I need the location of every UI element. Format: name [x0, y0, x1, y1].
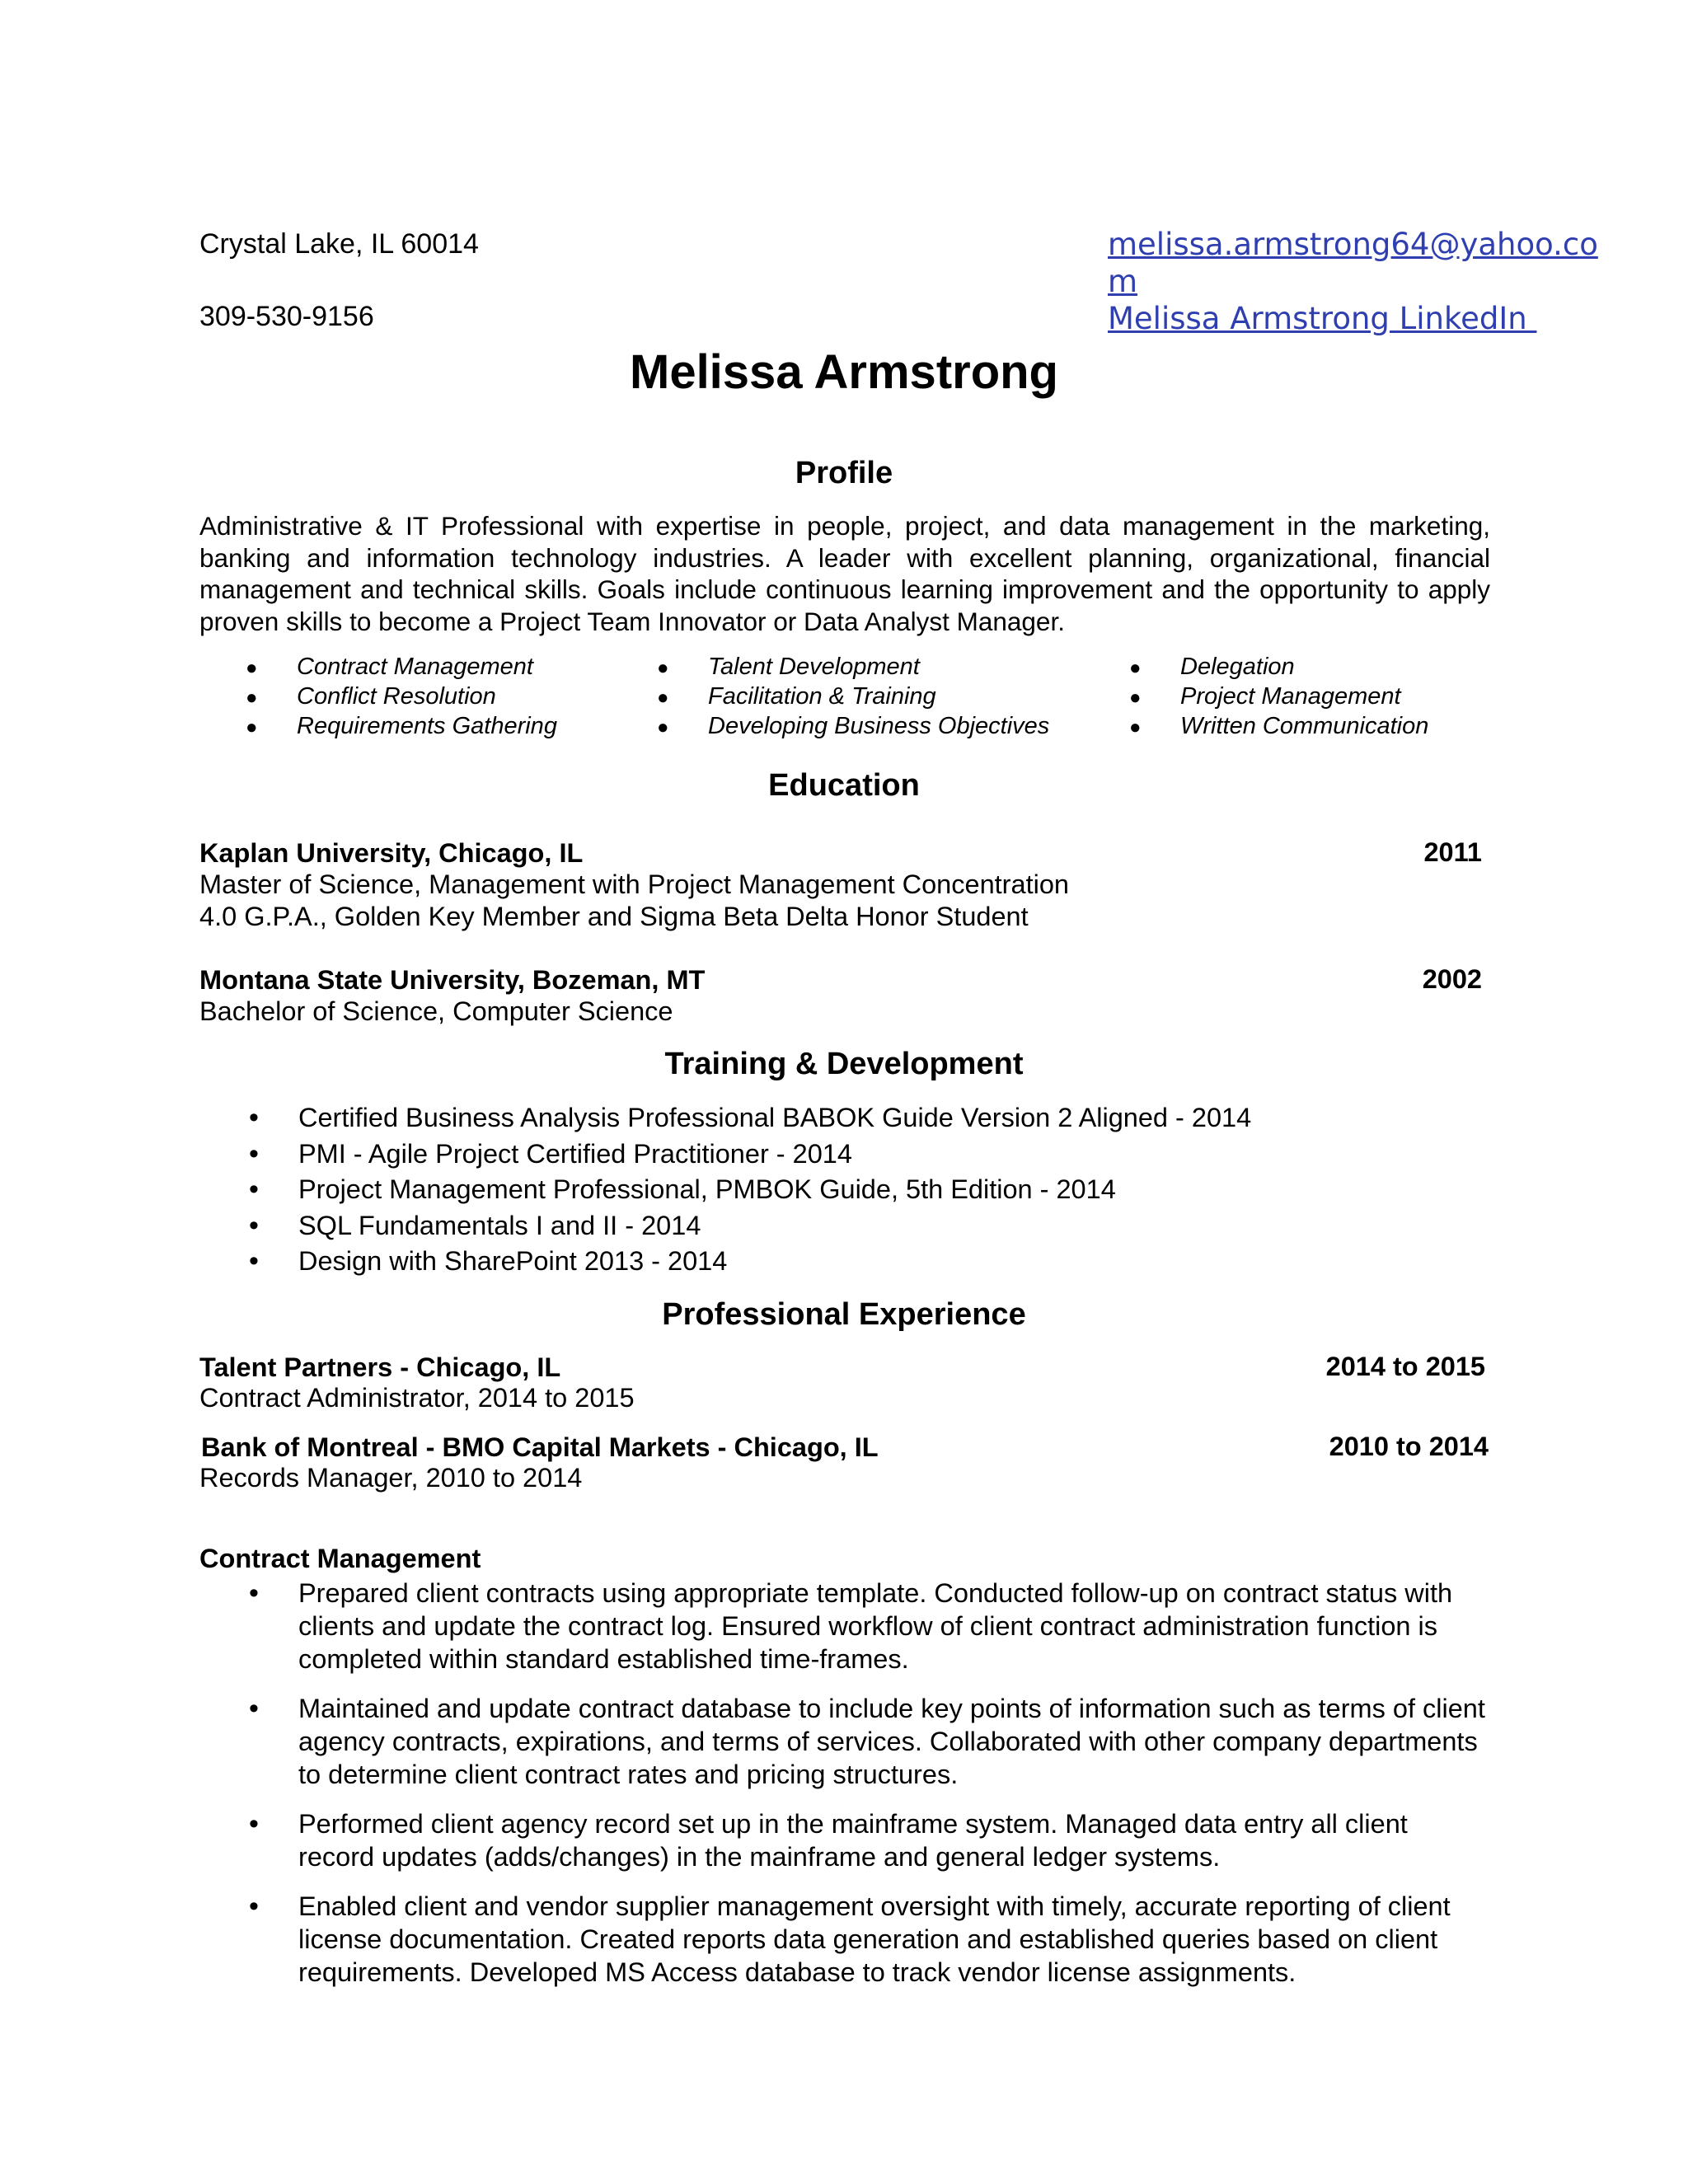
list-item: • Certified Business Analysis Professional BABOK Guide Version 2 Aligned - 2014 — [199, 1100, 1518, 1137]
skill-item: ● Delegation — [1129, 653, 1428, 682]
list-item: • Performed client agency record set up in the mainframe system. Managed data entry all client record updates (adds/changes) in the mainframe and general ledger systems. — [199, 1807, 1490, 1873]
skill-item: ● Requirements Gathering — [246, 712, 557, 742]
education-school: Montana State University, Bozeman, MT — [199, 965, 706, 995]
location-text: Crystal Lake, IL 60014 — [199, 228, 479, 260]
email-link-line1[interactable]: melissa.armstrong64@yahoo.co — [1108, 227, 1598, 262]
list-item: • Design with SharePoint 2013 - 2014 — [199, 1244, 1518, 1280]
list-item: • SQL Fundamentals I and II - 2014 — [199, 1208, 1518, 1244]
education-honors: 4.0 G.P.A., Golden Key Member and Sigma Beta Delta Honor Student — [199, 902, 1029, 931]
skill-item: ● Talent Development — [657, 653, 1049, 682]
candidate-name: Melissa Armstrong — [630, 345, 1058, 399]
email-link-line2[interactable]: m — [1108, 264, 1138, 299]
education-school: Kaplan University, Chicago, IL — [199, 838, 584, 868]
skill-item: ● Facilitation & Training — [657, 682, 1049, 712]
profile-heading: Profile — [795, 456, 893, 490]
job-company: Talent Partners - Chicago, IL — [199, 1352, 561, 1382]
contact-links — [1108, 226, 1598, 337]
skill-item: ● Project Management — [1129, 682, 1428, 712]
bullet-icon — [246, 653, 297, 682]
skills-column-2 — [657, 653, 1049, 742]
training-heading: Training & Development — [664, 1047, 1024, 1081]
list-item: • Project Management Professional, PMBOK Guide, 5th Edition - 2014 — [199, 1172, 1518, 1208]
education-year: 2002 — [1422, 964, 1482, 994]
bullet-icon — [1129, 682, 1180, 712]
skill-item: ● Conflict Resolution — [246, 682, 557, 712]
experience-heading: Professional Experience — [662, 1297, 1026, 1332]
phone-text: 309-530-9156 — [199, 301, 374, 332]
job-years: 2014 to 2015 — [1325, 1352, 1485, 1381]
bullet-icon — [246, 682, 297, 712]
list-item: • Enabled client and vendor supplier management oversight with timely, accurate reporting of client license documentation. Created reports data generation and established queries based on client requirements. Developed MS Access database to track vendor license assignments. — [199, 1890, 1490, 1989]
experience-subheading: Contract Management — [199, 1544, 481, 1573]
bullet-icon — [657, 712, 708, 742]
skill-item: ● Developing Business Objectives — [657, 712, 1049, 742]
linkedin-link[interactable]: Melissa Armstrong LinkedIn — [1108, 301, 1537, 336]
job-role: Contract Administrator, 2014 to 2015 — [199, 1383, 635, 1413]
job-company: Bank of Montreal - BMO Capital Markets - Chicago, IL — [201, 1432, 879, 1462]
experience-bullets — [199, 1577, 1490, 2005]
education-year: 2011 — [1423, 837, 1482, 867]
list-item: • Maintained and update contract database to include key points of information such as terms of client agency contracts, expirations, and terms of services. Collaborated with other company departments to determine client contract rates and pricing structures. — [199, 1692, 1490, 1791]
bullet-icon — [246, 712, 297, 742]
bullet-icon — [1129, 712, 1180, 742]
bullet-icon — [657, 653, 708, 682]
job-role: Records Manager, 2010 to 2014 — [199, 1463, 583, 1493]
job-years: 2010 to 2014 — [1329, 1432, 1489, 1461]
bullet-icon — [657, 682, 708, 712]
bullet-icon — [1129, 653, 1180, 682]
list-item: • Prepared client contracts using appropriate template. Conducted follow-up on contract status with clients and update the contract log. Ensured workflow of client contract administration function is completed within standard established time-frames. — [199, 1577, 1490, 1675]
skills-column-1 — [246, 653, 557, 742]
education-heading: Education — [768, 768, 920, 803]
email-link[interactable] — [1108, 226, 1598, 300]
education-degree: Bachelor of Science, Computer Science — [199, 996, 673, 1026]
skills-column-3 — [1129, 653, 1428, 742]
skill-item: ● Contract Management — [246, 653, 557, 682]
training-list — [199, 1100, 1518, 1280]
profile-summary: Administrative & IT Professional with expertise in people, project, and data management in the marketing, banking and information technology industries. A leader with excellent planning, organizational, financial management and technical skills. Goals include continuous learning improvement and the opportunity to apply proven skills to become a Project Team Innovator or Data Analyst Manager. — [199, 511, 1490, 636]
list-item: • PMI - Agile Project Certified Practitioner - 2014 — [199, 1137, 1518, 1173]
skill-item: ● Written Communication — [1129, 712, 1428, 742]
education-degree: Master of Science, Management with Project Management Concentration — [199, 869, 1069, 899]
